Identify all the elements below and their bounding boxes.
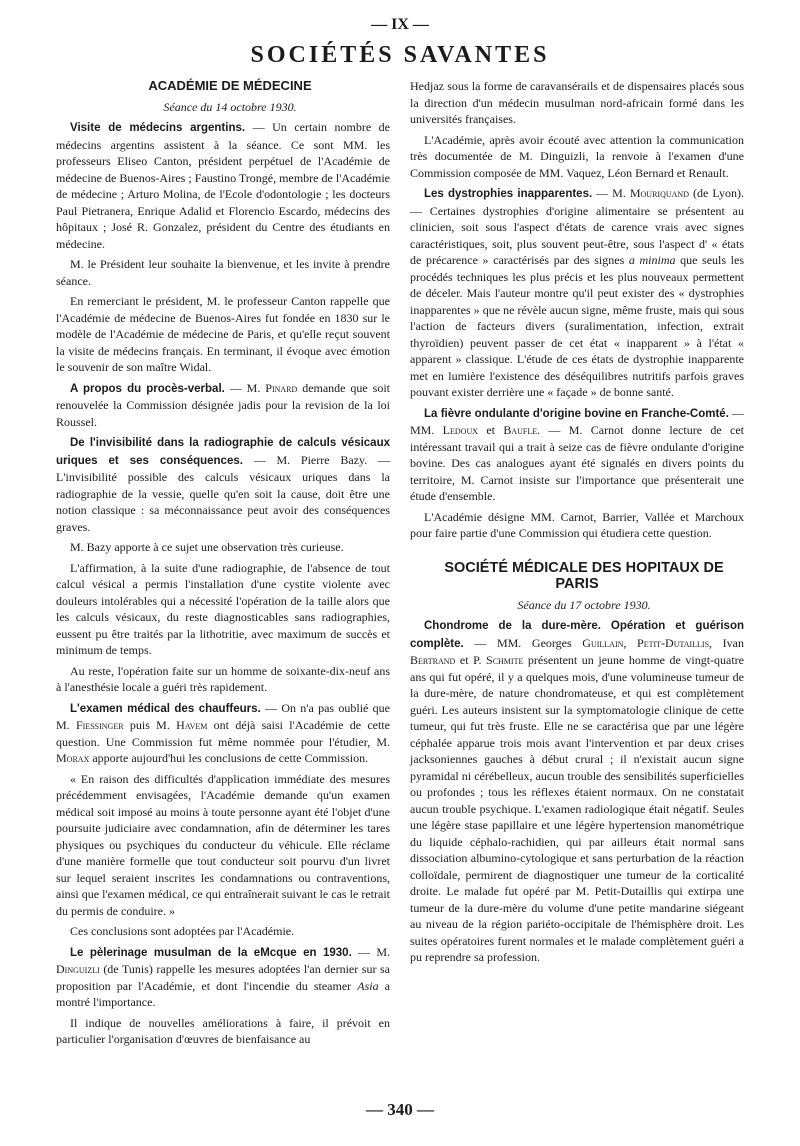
paragraph: M. le Président leur souhaite la bienvenue, et les invite à prendre séance. bbox=[56, 257, 390, 288]
author-name: Pinard bbox=[265, 380, 298, 395]
paragraph bbox=[56, 944, 390, 1011]
paragraph-text: demande que soit renouvelée la Commission désignée jadis pour la revision de la loi Roussel. bbox=[56, 380, 390, 429]
paragraph-lead: Chondrome de la dure-mère. Opération et guérison complète. bbox=[410, 620, 744, 650]
right-column bbox=[410, 78, 744, 970]
paragraph-text: — Un certain nombre de médecins argentins assistent à la séance. Ce sont MM. les professeurs Eliseo Canton, président perpétuel de l'Académie de médecine de Buenos-Aires ; Faustino Trongé, membre de l'Académie de médecine ; Arturo Molina, de l'Ecole d'odontologie ; les docteurs Paul Pietranera, Enrique Adalid et Florencio Escardo, médecins des hôpitaux ; José R. Gonzalez, président du Centre des étudiants en médecine. bbox=[56, 120, 390, 251]
societe-session-date: Séance du 17 octobre 1930. bbox=[517, 597, 651, 612]
paragraph-lead: L'examen médical des chauffeurs. bbox=[70, 702, 261, 715]
paragraph-text: donne lecture de cet intéressant travail qui a trait à seize cas de fièvre ondulante d'origine bovine. Des cas analogues ayant été signalés en divers points du territoire, M. Carnot insiste sur l'importance que présenterait une étude d'ensemble. bbox=[410, 423, 745, 503]
author-name: Fiessinger bbox=[75, 718, 124, 732]
paragraph bbox=[56, 380, 390, 431]
paragraph: M. Bazy apporte à ce sujet une observation très curieuse. bbox=[70, 540, 344, 554]
paragraph-text: ont déjà saisi l'Académie de cette question. Une Commission fut même nommée pour l'étudier, M. bbox=[56, 718, 390, 749]
paragraph-text: présentent un jeune homme de vingt-quatre ans qui fut opéré, il y a quelques mois, d'une volumineuse tumeur de la dure-mère, de nature chondromateuse, et qui est complètement guéri. Les auteurs insistent sur la symptomatologie clinique de cette tumeur, qui fut très fruste. Elle ne se caractérisa que par une légère céphalée apparue trois mois avant l'intervention et par deux crises jacksoniennes gauches à début crural ; il n'existait aucun signe pyramidal ni cérébelleux, aucun trouble des sensibilités superficielles ou profondes ; tous les réflexes étaient normaux. On ne constatait aucun trouble psychique. L'examen radiologique était négatif. Seules une légère stase papillaire et une légère hypertension manométrique du liquide céphalo-rachidien, qui par ailleurs était normal sans dissociation albumino-cytologique et sans perturbation de la réaction colloïdale, permirent de diagnostiquer une tumeur de la corticalité droite. Le malade fut opéré par M. Petit-Dutaillis qui extirpa une tumeur de la dure-mère du volume d'une petite mandarine siégeant au niveau de la région pariéto-occipitale de l'hémisphère droit. Les suites opératoires furent normales et le malade complètement guéri a pu reprendre sa profession. bbox=[410, 653, 744, 964]
paragraph-lead: De l'invisibilité dans la radiographie de calculs vésicaux uriques et ses conséquences. bbox=[56, 437, 390, 467]
author-name: Petit-Dutaillis bbox=[637, 635, 710, 650]
paragraph: En remerciant le président, M. le professeur Canton rappelle que l'Académie de médecine de Buenos-Aires fut fondée en 1830 sur le modèle de l'Académie de médecine de Paris, et qu'elle reçut souvent la visite de médecins français. En terminant, il évoque avec émotion le souvenir de son maître Widal. bbox=[56, 294, 390, 374]
paragraph: L'Académie, après avoir écouté avec attention la communication très documentée de M. Dinguizli, la renvoie à l'examen d'une Commission composée de MM. Vaquez, Léon Bernard et Renault. bbox=[410, 132, 744, 180]
paragraph-text: — M. bbox=[224, 380, 266, 395]
paragraph bbox=[410, 617, 744, 966]
academie-title: ACADÉMIE DE MÉDECINE bbox=[148, 78, 312, 93]
paragraph bbox=[56, 434, 390, 535]
paragraph-lead: Visite de médecins argentins. bbox=[70, 122, 246, 134]
section-heading: SOCIÉTÉS SAVANTES bbox=[250, 42, 550, 68]
author-name: Havem bbox=[176, 718, 208, 732]
academie-session-date: Séance du 14 octobre 1930. bbox=[163, 99, 297, 114]
paragraph-lead: Le pèlerinage musulman de la eMcque en 1930. bbox=[70, 946, 352, 959]
author-name: Guillain bbox=[582, 635, 624, 650]
roman-page-number: — IX — bbox=[371, 16, 429, 33]
paragraph bbox=[56, 119, 390, 252]
author-name: Carnot bbox=[590, 423, 624, 437]
paragraph bbox=[410, 185, 744, 401]
paragraph-text: apporte aujourd'hui les conclusions de cette Commission. bbox=[89, 751, 369, 765]
paragraph-text: (de Tunis) rappelle les mesures adoptées l'an dernier sur sa proposition par l'Académie, et dont l'incendie du steamer bbox=[56, 962, 390, 993]
author-name: Baufle bbox=[503, 423, 538, 437]
paragraph-lead: La fièvre ondulante d'origine bovine en Franche-Comté. bbox=[424, 407, 729, 420]
paragraph-text: — M. bbox=[592, 186, 630, 200]
author-name: Ledoux bbox=[442, 423, 478, 437]
paragraph-text: — M. bbox=[351, 944, 390, 959]
author-name: Schmite bbox=[486, 653, 524, 667]
paragraph: Au reste, l'opération faite sur un homme de soixante-dix-neuf ans à l'anesthésie locale a guéri très rapidement. bbox=[56, 663, 390, 694]
paragraph: Hedjaz sous la forme de caravansérails et de dispensaires placés sous la direction d'un médecin musulman nord-africain formé dans les universités françaises. bbox=[410, 79, 744, 126]
paragraph-text: puis M. bbox=[123, 718, 177, 732]
paragraph: L'affirmation, à la suite d'une radiographie, de l'absence de tout calcul vésical a permis l'installation d'une cystite violente avec douleurs intolérables qui a nécessité l'opération de la taille alors que les calculs vésicaux, du reste diagnosticables sans radiographies, eussent pu être traités par la lithotritie, avec maximum de succès et minimum de temps. bbox=[56, 560, 390, 657]
paragraph-text: a montré l'importance. bbox=[56, 978, 391, 1009]
italic-term: a minima bbox=[628, 253, 676, 267]
paragraph-text: que seuls les procédés techniques les plus précis et les plus nouveaux permettent de déceler. Mais l'auteur montre qu'il peut exister des « dystrophies inapparentes » que ne révèle aucun signe, même fruste, mais qui sous l'action de facteurs divers (suralimentation, infection, extrait thyroïdien) peuvent passer de cet état « inapparent » à l'état « apparent » classique. L'étude de ces états de dystrophie inapparente met en lumière l'existence des déséquilibres nutritifs parfois graves pouvant exister derrière une « façade » de bonne santé. bbox=[410, 253, 745, 399]
paragraph-text: — On n'a pas oublié que M. bbox=[56, 700, 390, 732]
paragraph: Il indique de nouvelles améliorations à faire, il prévoit en particulier l'organisation d'œuvres de bienfaisance au bbox=[56, 1015, 390, 1046]
page-number: — 340 — bbox=[366, 1100, 434, 1119]
paragraph bbox=[56, 700, 390, 767]
author-name: Mouriquand bbox=[629, 186, 689, 200]
paragraph bbox=[410, 405, 744, 505]
paragraph-lead: Les dystrophies inapparentes. bbox=[424, 188, 593, 200]
paragraph-text: , Ivan bbox=[709, 635, 744, 650]
author-name: Bertrand bbox=[410, 653, 456, 667]
paragraph-text: — MM. Georges bbox=[463, 635, 583, 650]
author-name: Morax bbox=[56, 751, 90, 765]
paragraph: Ces conclusions sont adoptées par l'Académie. bbox=[70, 924, 295, 938]
paragraph-text: et bbox=[478, 423, 504, 437]
ship-name: Asia bbox=[357, 978, 379, 993]
paragraph-text: — MM. bbox=[410, 405, 744, 437]
left-column bbox=[56, 78, 390, 1052]
paragraph-text: , bbox=[623, 635, 638, 650]
paragraph-lead: A propos du procès-verbal. bbox=[70, 382, 225, 395]
author-name: Dinguizli bbox=[56, 962, 100, 976]
paragraph-text: . — M. bbox=[537, 423, 591, 437]
paragraph-text: — M. Pierre Bazy. — L'invisibilité possible des calculs vésicaux uriques dans la radiographie de la vessie, quelle qu'en soit la cause, doit être une notion classique : sa méconnaissance peut avoir des conséquences graves. bbox=[56, 452, 390, 534]
societe-title: SOCIÉTÉ MÉDICALE DES HOPITAUX DE PARIS bbox=[444, 559, 724, 592]
paragraph-text: (de Lyon). — Certaines dystrophies d'origine alimentaire se présentent au clinicien, soit sous l'aspect d'états de carence vrais avec signes caractéristiques, soit, plus souvent peut-être, sous l'aspect d' « états de précarence » caractérisés par des signes bbox=[410, 186, 744, 267]
paragraph-text: et P. bbox=[455, 653, 487, 667]
paragraph: « En raison des difficultés d'application immédiate des mesures précédemment envisagées, l'Académie demande qu'un examen médical soit imposé au moins à toute personne ayant été l'objet d'une poursuite judiciaire avec condamnation, afin de déterminer les tares physiques ou psychiques du conducteur du véhicule. Elle réclame d'une manière formelle que tout conducteur soit pourvu d'un livret sur lequel seraient inscrites les condamnations ou contraventions, ainsi que l'examen médical, ce qui entraînerait suivant le cas le retrait du permis de conduire. » bbox=[56, 771, 390, 918]
paragraph: L'Académie désigne MM. Carnot, Barrier, Vallée et Marchoux pour faire partie d'une Commission qui étudiera cette question. bbox=[410, 509, 744, 540]
